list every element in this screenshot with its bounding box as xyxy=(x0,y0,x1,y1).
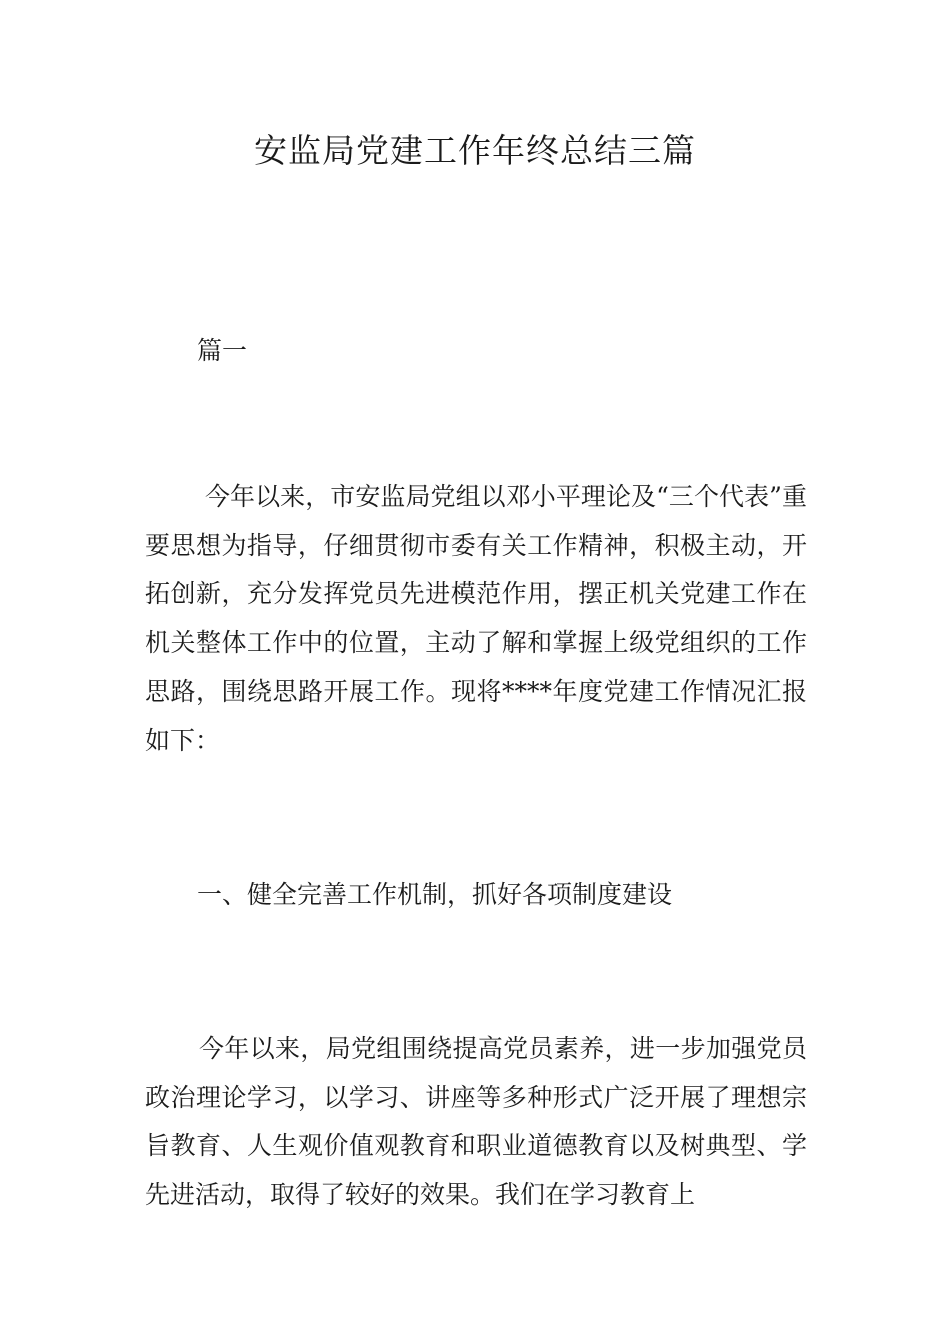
body-paragraph: 今年以来，局党组围绕提高党员素养，进一步加强党员政治理论学习，以学习、讲座等多种形式广泛开展了理想宗旨教育、人生观价值观教育和职业道德教育以及树典型、学先进活动，取得了较好的效果。我们在学习教育上 xyxy=(145,1034,807,1210)
intro-paragraph: 今年以来，市安监局党组以邓小平理论及“三个代表”重要思想为指导，仔细贯彻市委有关工作精神，积极主动，开拓创新，充分发挥党员先进模范作用，摆正机关党建工作在机关整体工作中的位置，主动了解和掌握上级党组织的工作思路，围绕思路开展工作。现将****年度党建工作情况汇报如下： xyxy=(145,482,807,755)
section-heading: 一、健全完善工作机制，抓好各项制度建设 xyxy=(197,880,673,909)
section-label: 篇一 xyxy=(197,336,248,365)
document-title: 安监局党建工作年终总结三篇 xyxy=(254,131,696,170)
